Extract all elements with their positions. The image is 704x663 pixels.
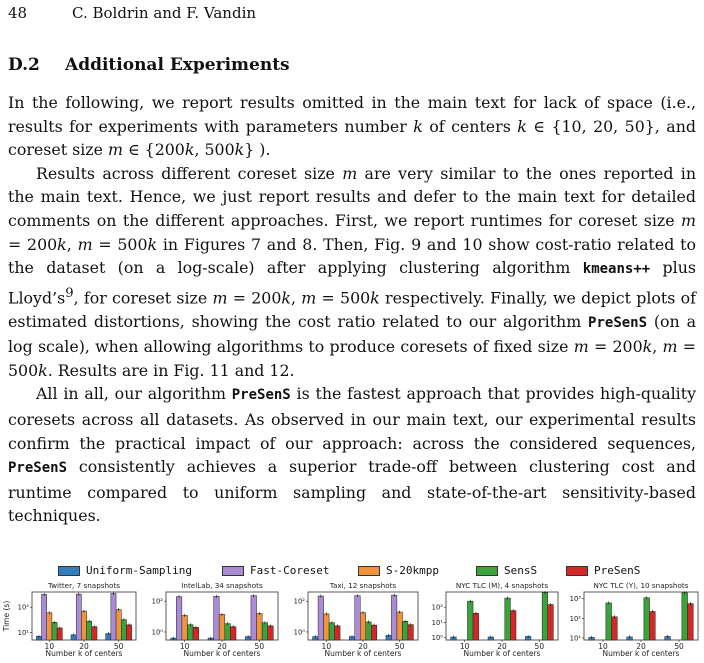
math-var: m <box>301 288 317 308</box>
y-tick-label: 10³ <box>569 594 581 603</box>
bar <box>193 627 199 640</box>
x-axis-label: Number k of centers <box>324 649 402 658</box>
section-number: D.2 <box>8 55 40 75</box>
text-run: ∈ {10, 20, 50}, and coreset size <box>8 116 696 160</box>
x-tick-label: 20 <box>636 642 646 651</box>
bar <box>355 596 361 640</box>
x-tick-label: 20 <box>497 642 507 651</box>
math-var: k <box>38 360 48 380</box>
text-run: are very similar to the ones reported in the main text. Hence, we just report results and defer to the main text for detailed comments on the different approaches. First, we report runtimes for coreset size <box>8 163 696 230</box>
paragraph <box>8 91 696 162</box>
math-var: k <box>234 140 245 160</box>
text-run: plus Lloyd’s <box>8 258 696 308</box>
x-tick-label: 50 <box>113 642 124 651</box>
bar <box>371 625 377 640</box>
panel-title: IntelLab, 34 snapshots <box>181 581 263 590</box>
plot-frame <box>584 592 698 640</box>
panel-title: NYC TLC (Y), 10 snapshots <box>593 581 689 590</box>
bar <box>510 611 516 640</box>
bar <box>402 621 408 640</box>
x-tick-label: 10 <box>598 642 608 651</box>
bar <box>176 597 182 640</box>
bar <box>126 625 131 640</box>
bar <box>121 620 126 640</box>
text-run: (on a log scale), when allowing algorithms to produce coresets of fixed size <box>8 311 696 357</box>
math-var: k <box>370 288 380 308</box>
x-tick-label: 50 <box>254 642 265 651</box>
bar <box>329 623 335 640</box>
bar <box>81 611 86 640</box>
text-run: = 200 <box>227 288 282 308</box>
bar <box>225 624 231 640</box>
legend-label: Uniform-Sampling <box>86 564 192 577</box>
text-run: of centers <box>422 116 518 136</box>
legend-label: Fast-Coreset <box>250 564 330 577</box>
chart-panel <box>142 580 284 663</box>
bar <box>542 593 548 640</box>
math-var: m <box>107 140 123 160</box>
code-term: kmeans++ <box>582 261 651 278</box>
bar <box>230 627 236 640</box>
code-term: PreSenS <box>231 387 291 404</box>
running-head <box>8 4 256 22</box>
x-axis-label: Number k of centers <box>463 649 541 658</box>
x-tick-label: 50 <box>674 642 684 651</box>
bar <box>335 626 341 640</box>
bar <box>682 593 688 640</box>
section-heading <box>8 55 290 75</box>
legend-label: PreSenS <box>594 564 641 577</box>
math-var: k <box>57 234 67 254</box>
bar <box>42 594 47 640</box>
figure-legend <box>0 564 704 580</box>
legend-item <box>222 564 329 577</box>
bar <box>473 613 479 640</box>
text-run: , for coreset size <box>73 288 213 308</box>
legend-swatch <box>476 566 498 576</box>
bar <box>644 598 650 640</box>
math-var: k <box>517 116 527 136</box>
plot-frame <box>446 592 558 640</box>
x-tick-label: 10 <box>459 642 470 651</box>
bar <box>467 601 473 640</box>
text-run: = 500 <box>8 337 697 380</box>
legend-swatch <box>566 566 588 576</box>
math-var: k <box>413 116 423 136</box>
chart-panel <box>564 580 704 663</box>
math-var: m <box>681 210 696 230</box>
paragraph <box>8 162 696 383</box>
legend-item <box>476 564 537 577</box>
x-tick-label: 20 <box>217 642 227 651</box>
legend-swatch <box>358 566 380 576</box>
bar <box>47 613 52 640</box>
code-term: PreSenS <box>8 460 68 477</box>
text-run: consistently achieves a superior trade-off between clustering cost and runtime compared to uniform sampling and state-of-the-art sensitivity-based techniques. <box>8 457 696 526</box>
y-tick-label: 10¹ <box>17 628 29 637</box>
y-tick-label: 10¹ <box>569 634 581 643</box>
bar <box>52 622 57 640</box>
bar <box>397 612 403 640</box>
x-tick-label: 20 <box>79 642 89 651</box>
bar <box>360 613 366 640</box>
bar <box>219 614 225 640</box>
y-tick-label: 10⁰ <box>293 628 305 637</box>
bar <box>606 603 612 640</box>
text-run: , <box>290 288 302 308</box>
panel-title: Taxi, 12 snapshots <box>329 581 397 590</box>
legend-item <box>358 564 439 577</box>
text-run: in Figures 7 and 8. Then, Fig. 9 and 10 show cost-ratio related to the dataset (on a log-scale) after applying clustering algorithm <box>8 234 696 278</box>
bar <box>268 626 274 640</box>
bar <box>182 615 188 640</box>
text-run: All in all, our algorithm <box>36 384 232 404</box>
math-var: m <box>573 337 589 357</box>
x-tick-label: 10 <box>44 642 55 651</box>
math-var: m <box>662 337 678 357</box>
text-run: ∈ {200 <box>122 140 185 160</box>
chart-panel <box>424 580 564 663</box>
legend-item <box>566 564 640 577</box>
x-axis-label: Number k of centers <box>602 649 680 658</box>
text-run: = 500 <box>92 234 148 254</box>
math-var: m <box>342 163 358 183</box>
chart-panel <box>0 580 142 663</box>
paragraph <box>8 382 696 528</box>
legend-label: SensS <box>504 564 538 577</box>
x-tick-label: 50 <box>534 642 545 651</box>
x-tick-label: 10 <box>321 642 332 651</box>
bar <box>57 628 62 640</box>
text-run: , <box>66 234 78 254</box>
math-var: k <box>147 234 158 254</box>
text-run: . Results are in Fig. 11 and 12. <box>47 360 295 380</box>
x-tick-label: 50 <box>394 642 405 651</box>
bar <box>688 604 694 640</box>
bar <box>87 621 92 640</box>
bar <box>76 594 81 640</box>
body-text <box>8 91 696 528</box>
bar <box>262 623 268 640</box>
y-tick-label: 10² <box>569 614 581 623</box>
y-tick-label: 10⁰ <box>431 634 443 643</box>
authors: C. Boldrin and F. Vandin <box>72 4 257 22</box>
math-var: k <box>184 140 195 160</box>
bar <box>92 627 97 640</box>
y-tick-label: 10² <box>293 597 305 606</box>
math-var: m <box>77 234 93 254</box>
panel-title: NYC TLC (M), 4 snapshots <box>455 581 549 590</box>
y-tick-label: 10² <box>431 603 443 612</box>
bar <box>187 625 193 640</box>
bar <box>257 613 263 640</box>
legend-item <box>58 564 192 577</box>
x-axis-label: Number k of centers <box>45 649 123 658</box>
text-run: , <box>652 337 663 357</box>
y-tick-label: 10¹ <box>431 618 443 627</box>
bar <box>116 610 121 640</box>
figure-runtime <box>0 562 704 663</box>
legend-swatch <box>58 566 80 576</box>
bar <box>251 596 257 640</box>
legend-swatch <box>222 566 244 576</box>
x-tick-label: 20 <box>358 642 368 651</box>
bar <box>548 605 554 640</box>
y-axis-label: Time (s) <box>2 600 11 632</box>
text-run: In the following, we report results omitted in the main text for lack of space (i.e., results for experiments with parameters number <box>8 93 696 136</box>
y-tick-label: 10² <box>17 603 29 612</box>
text-run: } ). <box>244 140 271 160</box>
text-run: Results across different coreset size <box>36 163 343 183</box>
x-axis-label: Number k of centers <box>183 649 261 658</box>
panel-title: Twitter, 7 snapshots <box>47 581 121 590</box>
text-run: respectively. Finally, we depict plots of estimated distortions, showing the cost ratio related to our algorithm <box>8 288 696 331</box>
code-term: PreSenS <box>588 314 648 331</box>
math-var: k <box>642 337 653 357</box>
bar <box>318 596 324 640</box>
y-tick-label: 10⁰ <box>151 628 163 637</box>
section-title: Additional Experiments <box>65 55 290 75</box>
chart-panel <box>284 580 424 663</box>
math-var: m <box>212 288 228 308</box>
footnote-marker: 9 <box>65 285 74 301</box>
text-run: = 200 <box>8 234 58 254</box>
page-number: 48 <box>8 4 28 22</box>
bar <box>505 598 511 640</box>
bar <box>612 617 618 640</box>
bar <box>391 595 397 640</box>
y-tick-label: 10² <box>151 597 163 606</box>
x-tick-label: 10 <box>179 642 190 651</box>
math-var: k <box>281 288 291 308</box>
bar <box>366 622 372 640</box>
text-run: , 500 <box>194 140 235 160</box>
text-run: is the fastest approach that provides high-quality coresets across all datasets. As observed in our main text, our experimental results confirm the practical impact of our approach: across the considered sequences, <box>8 384 696 453</box>
bar <box>214 596 220 640</box>
text-run: = 500 <box>316 288 371 308</box>
bar <box>324 614 330 640</box>
bar <box>111 593 116 640</box>
bar <box>650 612 656 640</box>
bar <box>408 625 414 640</box>
legend-label: S-20kmpp <box>386 564 439 577</box>
text-run: = 200 <box>588 337 643 357</box>
